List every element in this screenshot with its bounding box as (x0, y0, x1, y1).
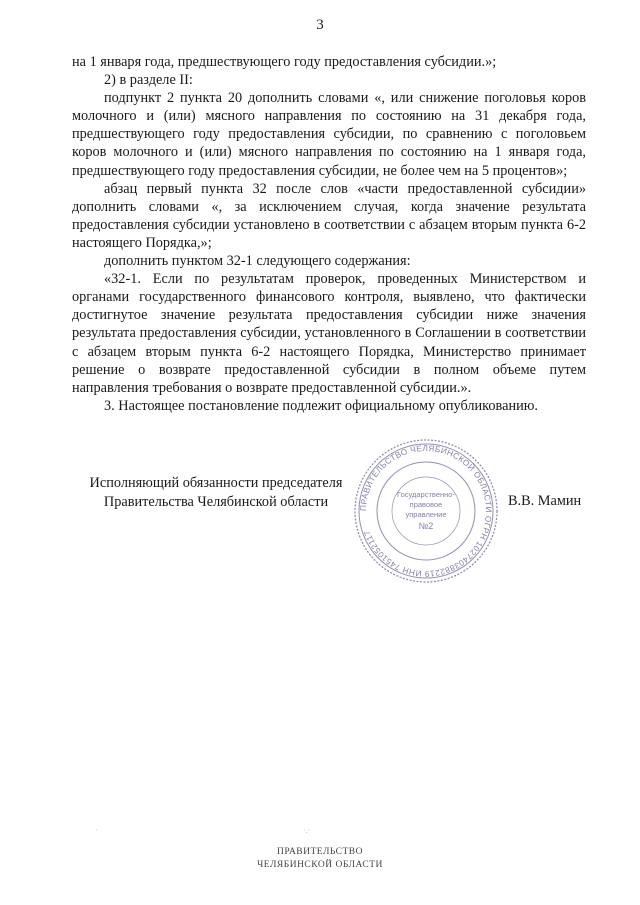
seal-center-line3: управление (405, 510, 447, 519)
footer-line2: ЧЕЛЯБИНСКОЙ ОБЛАСТИ (257, 860, 383, 870)
seal-center-line4: №2 (418, 521, 434, 531)
paragraph-continuation: на 1 января года, предшествующего году предоставления субсидии.»; (72, 54, 497, 70)
page-number: 3 (316, 17, 324, 33)
seal-ring-text: ПРАВИТЕЛЬСТВО ЧЕЛЯБИНСКОЙ ОБЛАСТИ ОГРН 1027403882219 ИНН 7451052117 (358, 443, 494, 579)
signatory-position (66, 474, 366, 511)
footer-stamp (0, 846, 640, 872)
paragraph-publication: 3. Настоящее постановление подлежит официальному опубликованию. (104, 397, 539, 414)
paragraph-add-point: дополнить пунктом 32-1 следующего содержания: (104, 253, 411, 270)
official-seal-stamp (352, 437, 500, 585)
scan-speck: ·.· (303, 826, 311, 835)
seal-center-line1: Государственно- (397, 490, 455, 499)
signatory-position-line2: Правительства Челябинской области (103, 493, 329, 510)
seal-center-line2: правовое (409, 500, 443, 509)
signatory-name: В.В. Мамин (508, 493, 582, 509)
paragraph-section-heading: 2) в разделе II: (104, 72, 193, 89)
paragraph-point-32-1: «32-1. Если по результатам проверок, проведенных Министерством и органами государственного финансового контроля, выявлено, что фактически достигнутое значение результата предоставления субсидии ниже значения результата предоставления субсидии, установленного в Соглашении в соответствии с абзацем вторым пункта 6-2 настоящего Порядка, Министерство принимает решение о возврате предоставленной субсидии в полном объеме путем направления требования о возврате предоставленной субсидии.». (72, 271, 586, 396)
scan-speck: · (95, 826, 98, 835)
paragraph-point-32: абзац первый пункта 32 после слов «части предоставленной субсидии» дополнить словами «, за исключением случая, когда значение результата предоставления субсидии установлено в соответствии с абзацем вторым пункта 6-2 настоящего Порядка,»; (72, 180, 586, 251)
paragraph-subpoint-20: подпункт 2 пункта 20 дополнить словами «, или снижение поголовья коров молочного и (или) мясного направления по состоянию на 31 декабря года, предшествующего году предоставления субсидии, по сравнению с поголовьем коров молочного и (или) мясного направления по состоянию на 1 января года, предшествующего году предоставления субсидии, не более чем на 5 процентов»; (72, 90, 586, 179)
signatory-position-line1: Исполняющий обязанности председателя (89, 475, 343, 491)
document-body (72, 53, 586, 415)
footer-line1: ПРАВИТЕЛЬСТВО (277, 847, 363, 857)
